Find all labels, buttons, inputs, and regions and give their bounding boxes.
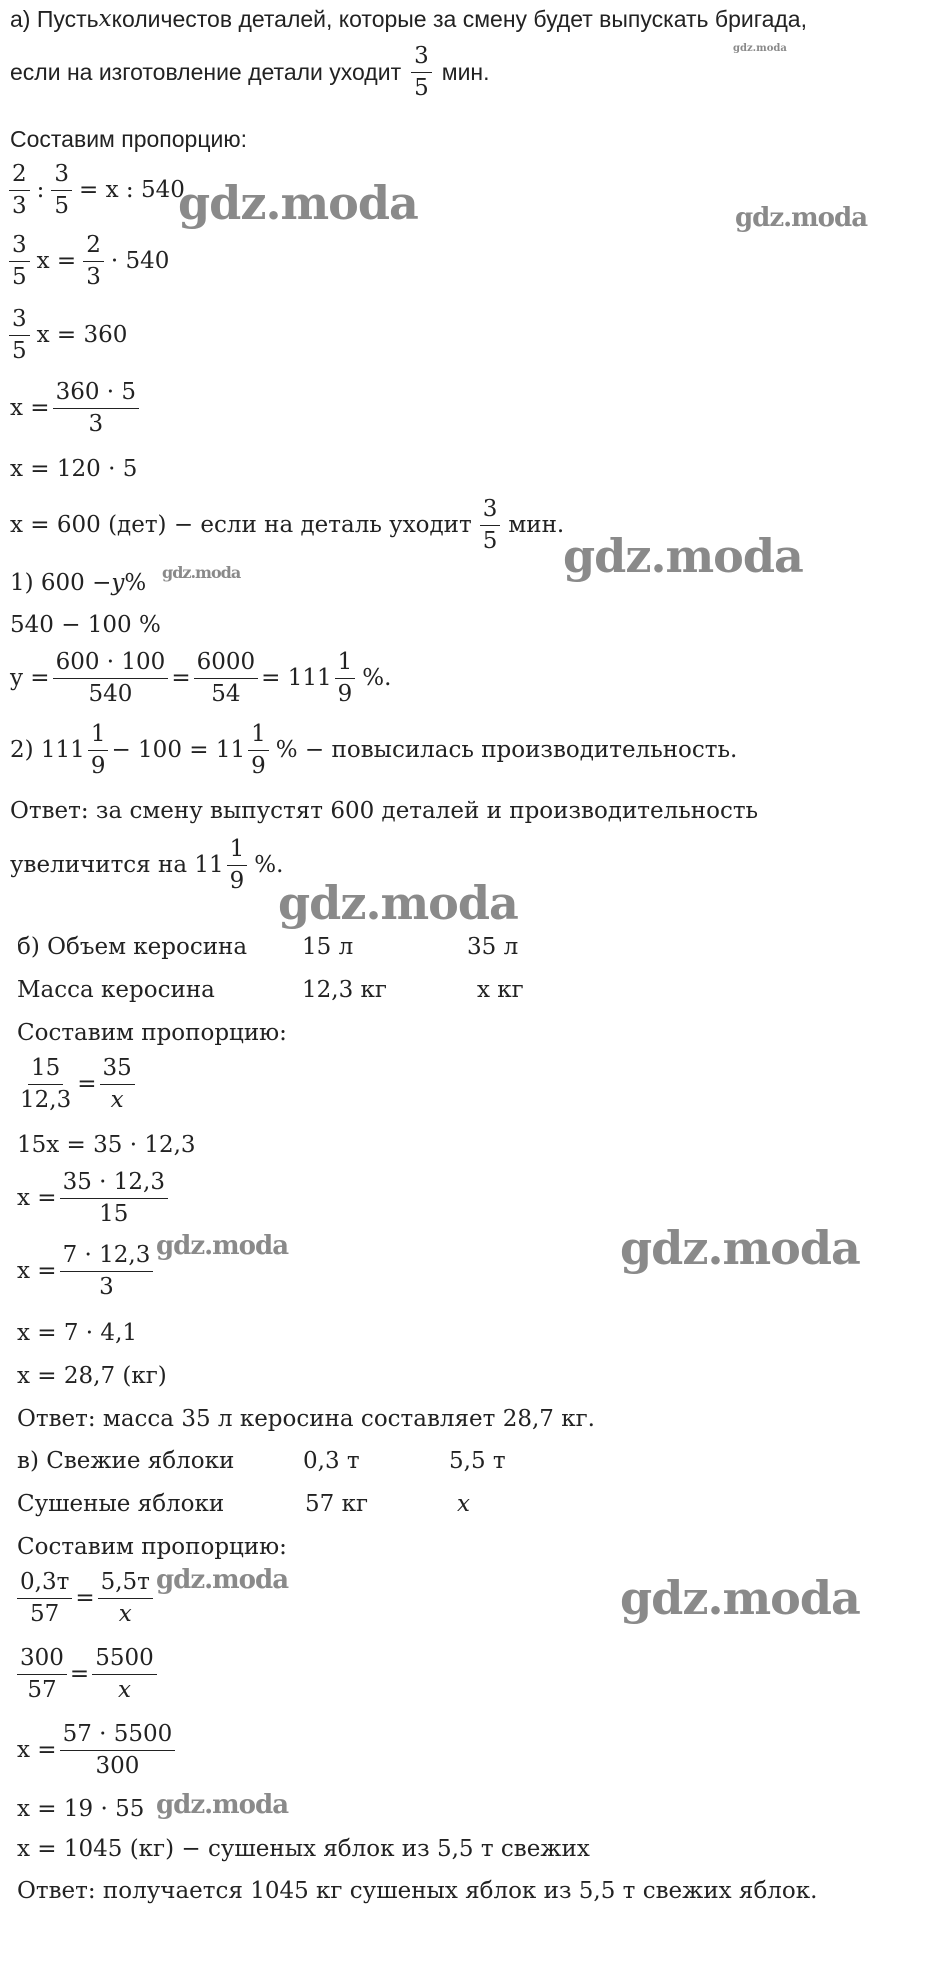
fraction <box>411 44 432 102</box>
denominator: 57 <box>30 1601 60 1628</box>
text: x = <box>17 1737 57 1764</box>
part-b-proportion-label <box>17 1022 287 1045</box>
denominator: 5 <box>54 193 70 220</box>
denominator: 9 <box>229 868 245 895</box>
text: = <box>77 1071 97 1098</box>
denominator: 3 <box>88 411 104 438</box>
numerator: 7 · 12,3 <box>60 1243 154 1272</box>
part-c-equation-4 <box>17 1798 144 1821</box>
watermark: gdz.moda <box>735 203 868 233</box>
text: x = <box>17 1185 57 1212</box>
fraction <box>53 650 169 708</box>
part-c-row-dried <box>17 1493 470 1516</box>
part-b-equation-1 <box>14 1056 138 1114</box>
part-a-equation-7 <box>10 650 391 708</box>
part-c-equation-1 <box>14 1570 156 1628</box>
value: 35 л <box>467 934 519 960</box>
text: если на изготовление детали уходит <box>10 59 402 86</box>
fraction <box>83 233 104 291</box>
numerator: 2 <box>9 162 30 191</box>
text: 15x = 35 · 12,3 <box>17 1132 196 1158</box>
numerator: 3 <box>480 497 501 526</box>
text: · 540 <box>110 248 170 275</box>
fraction <box>17 1056 74 1114</box>
fraction <box>100 1056 135 1114</box>
part-c-equation-3 <box>17 1722 178 1780</box>
part-b-equation-3 <box>17 1170 171 1228</box>
numerator: 1 <box>88 722 109 751</box>
numerator: 300 <box>17 1646 67 1675</box>
text: = 111 <box>261 665 332 692</box>
fraction <box>51 162 72 220</box>
text: x = 19 · 55 <box>17 1796 145 1822</box>
denominator: 9 <box>251 753 266 780</box>
part-c-answer <box>17 1880 817 1903</box>
label: Сушеные яблоки <box>17 1491 225 1517</box>
fraction <box>17 1570 72 1628</box>
watermark: gdz.moda <box>162 563 241 582</box>
part-a-equation-5 <box>10 458 137 481</box>
text: x = 28,7 (кг) <box>17 1363 167 1389</box>
denominator: 3 <box>86 264 101 291</box>
part-a-answer-line-2 <box>10 837 283 895</box>
denominator: 5 <box>12 338 27 365</box>
denominator: 9 <box>337 681 353 708</box>
fraction <box>9 233 30 291</box>
label: б) Объем керосина <box>17 934 248 960</box>
text: % − повысилась производительность. <box>275 737 738 764</box>
fraction <box>88 722 109 780</box>
part-c-equation-5 <box>17 1838 590 1861</box>
numerator: 1 <box>335 650 356 679</box>
denominator: 9 <box>90 753 106 780</box>
text: − 100 = 11 <box>111 737 246 764</box>
denominator: 300 <box>95 1753 140 1780</box>
watermark: gdz.moda <box>620 1571 860 1625</box>
fraction <box>60 1722 176 1780</box>
denominator: 540 <box>88 681 133 708</box>
part-b-equation-6 <box>17 1365 167 1388</box>
text: 540 − 100 % <box>10 612 161 638</box>
part-a-intro-line-2 <box>10 44 490 102</box>
label: в) Свежие яблоки <box>17 1448 235 1474</box>
fraction <box>92 1646 157 1704</box>
denominator: 5 <box>12 264 27 291</box>
part-a-equation-6 <box>10 497 564 555</box>
value: 15 л <box>302 934 354 960</box>
numerator: 3 <box>9 307 30 336</box>
text: увеличится на 11 <box>10 852 224 879</box>
numerator: 6000 <box>194 650 259 679</box>
denominator: x <box>118 1601 132 1628</box>
text: % <box>124 570 147 596</box>
fraction <box>335 650 356 708</box>
denominator: 5 <box>414 75 429 102</box>
watermark: gdz.moda <box>620 1221 860 1275</box>
numerator: 15 <box>28 1056 63 1085</box>
text: мин. <box>441 59 490 86</box>
numerator: 3 <box>51 162 72 191</box>
fraction <box>194 650 259 708</box>
part-b-equation-4 <box>17 1243 156 1301</box>
part-c-equation-2 <box>14 1646 160 1704</box>
part-a-equation-4 <box>10 380 142 438</box>
text: = <box>171 665 191 692</box>
numerator: 0,3т <box>17 1570 72 1599</box>
part-c-proportion-label <box>17 1536 287 1559</box>
fraction <box>248 722 269 780</box>
text: x = 120 · 5 <box>10 456 138 482</box>
numerator: 360 · 5 <box>53 380 139 409</box>
text: 1) 600 − <box>10 570 112 596</box>
part-a-equation-2 <box>6 233 169 291</box>
part-a-step-1 <box>10 572 146 595</box>
numerator: 3 <box>9 233 30 262</box>
numerator: 57 · 5500 <box>60 1722 176 1751</box>
text: %. <box>362 665 392 692</box>
text: Ответ: получается 1045 кг сушеных яблок из 5,5 т свежих яблок. <box>17 1878 818 1904</box>
watermark: gdz.moda <box>733 43 787 54</box>
text: x = 7 · 4,1 <box>17 1320 138 1346</box>
watermark: gdz.moda <box>178 176 418 230</box>
text: x = <box>10 395 50 422</box>
text: x = 360 <box>36 322 128 349</box>
text: а) Пусть <box>10 6 99 32</box>
text: Составим пропорцию: <box>17 1534 287 1560</box>
denominator: 15 <box>99 1201 129 1228</box>
part-a-answer-line-1 <box>10 800 758 823</box>
text: мин. <box>508 512 565 539</box>
numerator: 5500 <box>92 1646 157 1675</box>
text: x = 600 (дет) − если на деталь уходит <box>10 512 472 539</box>
text: Ответ: за смену выпустят 600 деталей и производительность <box>10 798 759 824</box>
watermark: gdz.moda <box>278 876 518 930</box>
numerator: 3 <box>411 44 432 73</box>
value: 57 кг <box>305 1491 369 1517</box>
value: 5,5 т <box>449 1448 506 1474</box>
watermark: gdz.moda <box>156 1231 289 1261</box>
text: Составим пропорцию: <box>10 126 247 152</box>
text: = x : 540 <box>79 177 185 204</box>
denominator: 3 <box>99 1274 114 1301</box>
text: x = <box>36 248 77 275</box>
watermark: gdz.moda <box>563 529 803 583</box>
numerator: 1 <box>227 837 248 866</box>
fraction <box>60 1243 154 1301</box>
text: количестов деталей, которые за смену будет выпускать бригада, <box>111 6 807 32</box>
fraction <box>480 497 501 555</box>
text: Составим пропорцию: <box>17 1020 287 1046</box>
text: Ответ: масса 35 л керосина составляет 28,7 кг. <box>17 1406 595 1432</box>
text: : <box>36 177 45 204</box>
fraction <box>17 1646 67 1704</box>
part-b-row-mass <box>17 979 524 1002</box>
fraction <box>9 307 30 365</box>
text: x = <box>17 1258 57 1285</box>
numerator: 35 <box>100 1056 135 1085</box>
part-a-equation-1 <box>6 162 185 220</box>
watermark: gdz.moda <box>156 1565 289 1595</box>
text: y = <box>10 665 50 692</box>
numerator: 600 · 100 <box>53 650 169 679</box>
value: 0,3 т <box>303 1448 360 1474</box>
part-a-step-1-line-2 <box>10 614 161 637</box>
fraction <box>60 1170 168 1228</box>
denominator: 57 <box>27 1677 57 1704</box>
value: x кг <box>477 977 524 1003</box>
fraction <box>98 1570 153 1628</box>
numerator: 1 <box>248 722 269 751</box>
denominator: 5 <box>482 528 498 555</box>
denominator: 3 <box>12 193 27 220</box>
text: = <box>75 1585 95 1612</box>
denominator: 12,3 <box>20 1087 72 1114</box>
var-x: x <box>98 6 112 32</box>
fraction <box>53 380 139 438</box>
part-a-step-2 <box>10 722 737 780</box>
part-c-row-fresh <box>17 1450 506 1473</box>
fraction <box>227 837 248 895</box>
denominator: 54 <box>211 681 241 708</box>
part-a-equation-3 <box>6 307 127 365</box>
part-a-intro-line-1 <box>10 8 807 31</box>
denominator: x <box>117 1677 131 1704</box>
part-b-equation-5 <box>17 1322 137 1345</box>
part-b-equation-2 <box>17 1134 196 1157</box>
value: x <box>457 1491 470 1517</box>
part-a-proportion-label <box>10 128 247 151</box>
var-y: y <box>111 570 125 596</box>
text: %. <box>254 852 284 879</box>
part-b-row-volume <box>17 936 518 959</box>
value: 12,3 кг <box>302 977 387 1003</box>
fraction <box>9 162 30 220</box>
denominator: x <box>110 1087 124 1114</box>
watermark: gdz.moda <box>156 1790 289 1820</box>
numerator: 35 · 12,3 <box>60 1170 168 1199</box>
text: 2) 111 <box>10 737 85 764</box>
label: Масса керосина <box>17 977 215 1003</box>
numerator: 2 <box>83 233 104 262</box>
text: x = 1045 (кг) − сушеных яблок из 5,5 т свежих <box>17 1836 590 1862</box>
part-b-answer <box>17 1408 595 1431</box>
text: = <box>69 1661 90 1688</box>
numerator: 5,5т <box>98 1570 153 1599</box>
